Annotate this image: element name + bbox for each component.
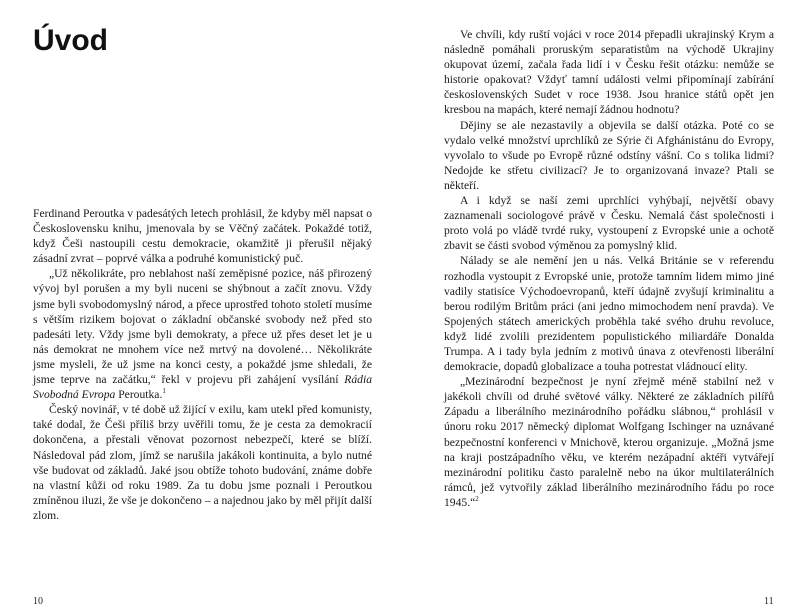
page-number: 11: [764, 596, 774, 607]
left-page-text: [33, 206, 372, 523]
footnote-marker[interactable]: 2: [475, 495, 479, 504]
chapter-title: Úvod: [33, 24, 108, 57]
paragraph: „Mezinárodní bezpečnost je nyní zřejmě méně stabilní než v jakékoli chvíli od druhé světové války. Některé ze základních pilířů Západu a liberálního mezinárodního pořádku slábnou,“ prohlásil v únoru roku 2017 německý diplomat Wolfgang Ischinger na uznávané bezpečnostní konferenci v Mnichově, kterou organizuje. „Možná jsme na kraji postzápadního věku, ve kterém nezápadní aktéři vytvářejí mezinárodní politiku často paralelně nebo na úkor multilaterálních rámců, jež vytvořily základ liberálního mezinárodního řádu po roce 1945.“$^2$: [444, 375, 774, 509]
paragraph: Ve chvíli, kdy ruští vojáci v roce 2014 přepadli ukrajinský Krym a následně pomáhali proruským separatistům na východě Ukrajiny okupovat území, začala řada lidí i v Česku řešit otázku: nemůže se historie opakovat? Vždyť tamní události velmi připomínají zabírání československých Sudet v roce 1938. Jsou hranice států opět jen kresbou na mapách, které nemají žádnou hodnotu?: [444, 28, 774, 117]
italic-title: Rádia Svobodná Evropa: [33, 373, 372, 402]
paragraph: „Už několikráte, pro neblahost naší zeměpisné pozice, náš přirozený vývoj byl porušen a my byli nuceni se shýbnout a začít znovu. Vždy jsme byli svobodomyslný národ, a přece uprostřed tohoto století musíme s větším rizikem bojovat o základní občanské svobody než před sto padesáti lety. Vždy jsme byli demokraty, a přece už přes deset let je u nás demokrat ne mnohem více než mrtvý na dovolené… Několikráte jsme mysleli, že už jsme na konci cesty, a pokaždé jsme shledali, že jsme teprve na začátku,“ řekl v projevu při zahájení vysílání Rádia Svobodná Evropa Peroutka.$^1$: [33, 267, 372, 402]
right-page: [400, 0, 800, 614]
paragraph: Dějiny se ale nezastavily a objevila se další otázka. Poté co se vydalo velké množství uprchlíků ze Sýrie či Afghánistánu do Evropy, vyvolalo to všude po Evropě různé odstíny vášní. Co s tolika lidmi? Nedojde ke střetu civilizací? Je to organizovaná invaze? Ptali se někteří.: [444, 118, 774, 192]
paragraph: Český novinář, v té době už žijící v exilu, kam utekl před komunisty, také dodal, že Češi příliš brzy uvěřili tomu, že je cesta za demokracií dokončena, a přestali věnovat pozornost nebezpečí, které se blíží. Následoval pád zlom, jímž se narušila jakákoli kontinuita, a bylo nutné vše budovat od základů. Jaké jsou obtíže tohoto budování, známe dobře na vlastní kůži od roku 1989. Za tu dobu jsme poznali i Peroutkou zmíněnou iluzi, že vše je dokončeno – a najednou jako by měl přijít další zlom.: [33, 403, 372, 522]
footnote-marker[interactable]: 1: [162, 387, 166, 396]
page-number: 10: [33, 596, 43, 607]
paragraph: Nálady se ale nemění jen u nás. Velká Británie se v referendu rozhodla vystoupit z Evropské unie, protože tamním lidem mimo jiné vadily statisíce Východoevropanů, kteří údajně zvyšují kriminalitu a berou rodilým Britům práci (ani jedno mimochodem není pravda). Ve Spojených státech amerických proběhla také svého druhu revoluce, když lidé zvolili prezidentem populistického miliardáře Donalda Trumpa. A i tady byla jedním z motivů únava z otevřenosti liberální demokracie, dopadů globalizace a touha potrestat vládnoucí elity.: [444, 254, 774, 374]
paragraph: A i když se naší zemi uprchlíci vyhýbají, největší obavy zaznamenali sociologové právě v Česku. Nemalá část společnosti i proto volá po vládě tvrdé ruky, vystoupení z Evropské unie a ochotě zbavit se části svobod výměnou za pomyslný klid.: [444, 194, 774, 253]
right-page-text: [444, 27, 774, 510]
paragraph: Ferdinand Peroutka v padesátých letech prohlásil, že kdyby měl napsat o Československu knihu, jmenovala by se Věčný začátek. Pokaždé totiž, když Češi nastoupili cestu demokracie, okamžitě ji přerušil nějaký zásadní zvrat – poprvé válka a podruhé komunistický puč.: [33, 207, 372, 266]
